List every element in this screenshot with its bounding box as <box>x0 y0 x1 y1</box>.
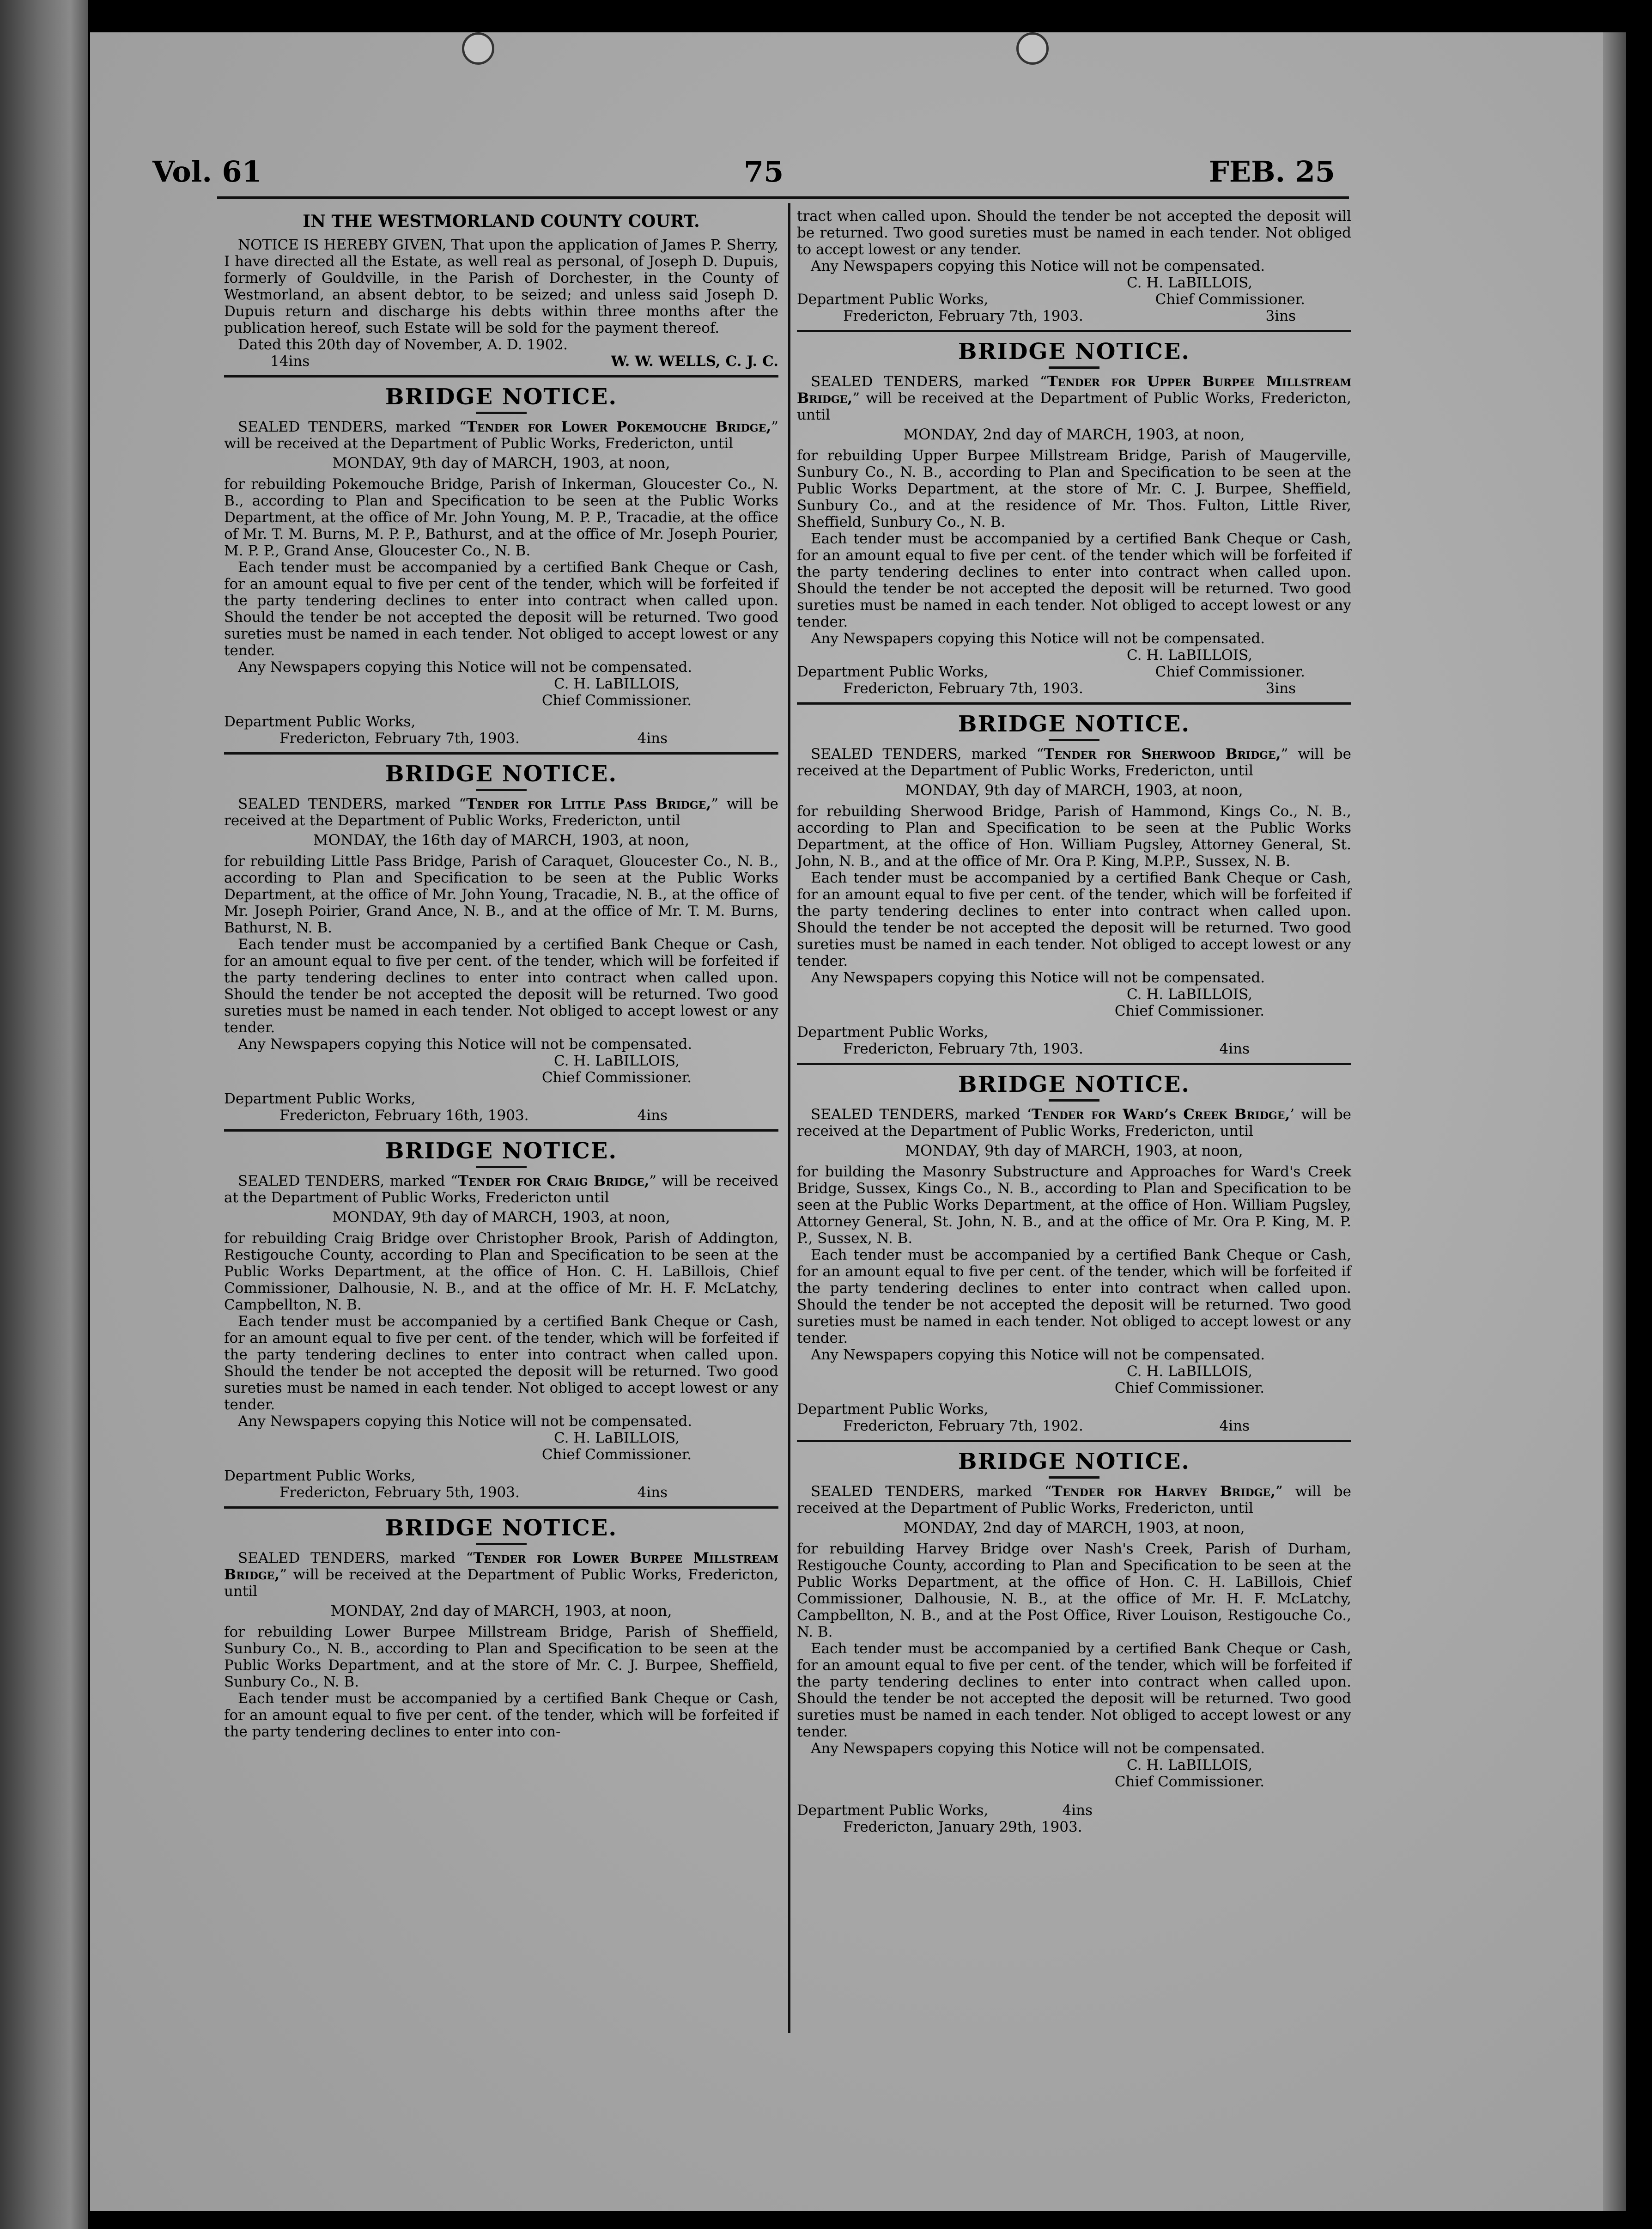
tender-mark: Tender for Little Pass Bridge, <box>466 796 711 812</box>
date-place: Fredericton, January 29th, 1903. <box>843 1819 1082 1835</box>
intro-text-b: ” will be received at the Department of Public Works, Fredericton, until <box>797 390 1351 423</box>
intro-text-a: SEALED TENDERS, marked “ <box>238 419 467 435</box>
notice-body: for rebuilding Lower Burpee Millstream Bridge, Parish of Sheffield, Sunbury Co., N. B., according to Plan and Specification to be seen at the Public Works Department, and at the store of Mr. C. J. Burpee, Sheffield, Sunbury Co., N. B. <box>224 1624 778 1690</box>
notice-separator <box>797 330 1351 332</box>
dept-position-row <box>797 664 1351 680</box>
notice-deposit: Each tender must be accompanied by a certified Bank Cheque or Cash, for an amount equal to five per cent of the tender, which will be forfeited if the party tendering declines to enter into contract when called upon. Should the tender be not accepted the deposit will be returned. Two good sureties must be named in each tender. Not obliged to accept lowest or any tender. <box>224 559 778 659</box>
dept-ins-row <box>797 1802 1351 1819</box>
notice-intro <box>797 1483 1351 1516</box>
tender-mark: Tender for Lower Pokemouche Bridge, <box>466 419 771 435</box>
notice-title: BRIDGE NOTICE. <box>385 1515 618 1541</box>
notice-separator <box>224 752 778 755</box>
court-notice-title: IN THE WESTMORLAND COUNTY COURT. <box>303 212 700 231</box>
notice-intro <box>797 1106 1351 1139</box>
notice-body: for rebuilding Pokemouche Bridge, Parish of Inkerman, Gloucester Co., N. B., according to Plan and Specification to be seen at the Public Works Department, at the office of Mr. John Young, M. P. P., Tracadie, at the office of Mr. T. M. Burns, M. P. P., Bathurst, and at the office of Mr. Joseph Pourier, M. P. P., Grand Anse, Gloucester Co., N. B. <box>224 476 778 559</box>
notice-title: BRIDGE NOTICE. <box>958 1072 1190 1097</box>
department-line: Department Public Works, <box>224 1090 416 1107</box>
notice-body: for rebuilding Little Pass Bridge, Parish of Caraquet, Gloucester Co., N. B., according to Plan and Specification to be seen at the Public Works Department, at the office of Mr. John Young, Tracadie, N. B., at the office of Mr. Joseph Poirier, Grand Ance, N. B., and at the office of Mr. T. M. Burns, Bathurst, N. B. <box>224 853 778 936</box>
craig-notice <box>224 1138 778 1501</box>
court-notice-ins: 14ins <box>270 353 310 370</box>
department-line: Department Public Works, <box>224 1468 416 1484</box>
left-page-edge <box>0 0 88 2229</box>
notice-deposit: Each tender must be accompanied by a certified Bank Cheque or Cash, for an amount equal to five per cent. of the tender, which will be forfeited if the party tendering declines to enter into contract when called upon. Should the tender be not accepted the deposit will be returned. Two good sureties must be named in each tender. Not obliged to accept lowest or any tender. <box>797 870 1351 969</box>
notice-newspapers: Any Newspapers copying this Notice will not be compensated. <box>238 659 692 676</box>
commissioner-name: C. H. LaBILLOIS, <box>554 676 680 692</box>
notice-deposit: Each tender must be accompanied by a certified Bank Cheque or Cash, for an amount equal to five per cent. of the tender, which will be forfeited if the party tendering declines to enter into contract when called upon. Should the tender be not accepted the deposit will be returned. Two good sureties must be named in each tender. Not obliged to accept lowest or any tender. <box>797 1247 1351 1346</box>
notice-intro <box>797 373 1351 423</box>
notice-deposit: Each tender must be accompanied by a certified Bank Cheque or Cash, for an amount equal to five per cent. of the tender, which will be forfeited if the party tendering declines to enter into contract when called upon. Should the tender be not accepted the deposit will be returned. Two good sureties must be named in each tender. Not obliged to accept lowest or any tender. <box>224 936 778 1036</box>
notice-deposit: Each tender must be accompanied by a certified Bank Cheque or Cash, for an amount equal to five per cent. of the tender, which will be forfeited if the party tendering declines to enter into con- <box>224 1690 778 1740</box>
notice-intro <box>224 1550 778 1600</box>
commissioner-position: Chief Commissioner. <box>1114 1773 1265 1790</box>
insertion-count: 4ins <box>637 1107 668 1124</box>
notice-deadline: MONDAY, 2nd day of MARCH, 1903, at noon, <box>330 1602 672 1620</box>
intro-text-a: SEALED TENDERS, marked “ <box>811 373 1047 390</box>
left-column <box>224 208 778 1740</box>
notice-deposit: Each tender must be accompanied by a certified Bank Cheque or Cash, for an amount equal to five per cent. of the tender, which will be forfeited if the party tendering declines to enter into contract when called upon. Should the tender be not accepted the deposit will be returned. Two good sureties must be named in each tender. Not obliged to accept lowest or any tender. <box>224 1313 778 1413</box>
title-underline <box>1049 1476 1099 1479</box>
department-line: Department Public Works, <box>797 291 989 308</box>
insertion-count: 4ins <box>637 730 668 747</box>
notice-deposit: Each tender must be accompanied by a certified Bank Cheque or Cash, for an amount equal to five per cent. of the tender which will be forfeited if the party tendering declines to enter into contract when called upon. Should the tender be not accepted the deposit will be returned. Two good sureties must be named in each tender. Not obliged to accept lowest or any tender. <box>797 530 1351 630</box>
notice-newspapers: Any Newspapers copying this Notice will not be compensated. <box>811 630 1265 647</box>
intro-text-a: SEALED TENDERS, marked “ <box>811 1483 1052 1500</box>
insertion-count: 4ins <box>1219 1041 1250 1057</box>
title-underline <box>476 1166 527 1168</box>
notice-deadline: MONDAY, 2nd day of MARCH, 1903, at noon, <box>903 1519 1245 1536</box>
notice-newspapers: Any Newspapers copying this Notice will not be compensated. <box>811 1346 1265 1363</box>
intro-text-b: ” will be received at the Department of Public Works, Fredericton, until <box>224 419 778 452</box>
tender-mark: Tender for Upper Burpee Millstream Bridge, <box>797 373 1351 407</box>
notice-deadline: MONDAY, 2nd day of MARCH, 1903, at noon, <box>903 426 1245 443</box>
header-rule <box>217 196 1349 199</box>
wards-creek-notice <box>797 1072 1351 1434</box>
page-header <box>152 155 1335 192</box>
title-underline <box>1049 1099 1099 1102</box>
insertion-count: 4ins <box>1219 1418 1250 1434</box>
title-underline <box>1049 366 1099 369</box>
continued-text: tract when called upon. Should the tender be not accepted the deposit will be returned. Two good sureties must be named in each tender. Not obliged to accept lowest or any tender. <box>797 208 1351 258</box>
notice-intro <box>224 419 778 452</box>
notice-separator <box>797 702 1351 705</box>
intro-text-b: ” will be received at the Department of Public Works, Fredericton until <box>224 1173 778 1206</box>
volume-label: Vol. 61 <box>152 155 262 189</box>
right-column <box>797 208 1351 1835</box>
commissioner-position: Chief Commissioner. <box>541 692 692 709</box>
tender-mark: Tender for Ward’s Creek Bridge, <box>1031 1106 1290 1123</box>
notice-newspapers: Any Newspapers copying this Notice will not be compensated. <box>811 1740 1265 1757</box>
notice-title: BRIDGE NOTICE. <box>385 384 618 410</box>
intro-text-b: ” will be received at the Department of Public Works, Fredericton, until <box>797 1483 1351 1516</box>
intro-text-a: SEALED TENDERS, marked “ <box>238 1550 474 1566</box>
notice-title: BRIDGE NOTICE. <box>385 761 618 787</box>
court-notice-body: NOTICE IS HEREBY GIVEN, That upon the application of James P. Sherry, I have directed all the Estate, as well real as personal, of Joseph D. Dupuis, formerly of Gouldville, in the Parish of Dorchester, in the County of Westmorland, an absent debtor, to be seized; and unless said Joseph D. Dupuis return and discharge his debts within three months after the publication hereof, such Estate will be sold for the payment thereof. <box>224 237 778 336</box>
continued-notice <box>797 208 1351 324</box>
department-line: Department Public Works, <box>224 713 416 730</box>
binding-hole-right <box>1016 32 1049 65</box>
date-place-row <box>797 308 1351 324</box>
sherwood-notice <box>797 711 1351 1057</box>
date-place: Fredericton, February 7th, 1903. <box>843 308 1083 324</box>
notice-intro <box>224 1173 778 1206</box>
commissioner-name: C. H. LaBILLOIS, <box>1127 986 1252 1003</box>
tender-mark: Tender for Craig Bridge, <box>458 1173 650 1189</box>
insertion-count: 4ins <box>1062 1802 1093 1819</box>
right-page-edge <box>1603 32 1626 2211</box>
intro-text-a: SEALED TENDERS, marked “ <box>238 796 467 812</box>
date-place: Fredericton, February 5th, 1903. <box>279 1484 520 1501</box>
lower-burpee-notice <box>224 1515 778 1740</box>
department-line: Department Public Works, <box>797 1802 989 1819</box>
date-place-row <box>224 1107 778 1124</box>
notice-separator <box>224 1506 778 1509</box>
notice-title: BRIDGE NOTICE. <box>958 711 1190 737</box>
notice-body: for rebuilding Upper Burpee Millstream Bridge, Parish of Maugerville, Sunbury Co., N. B., according to Plan and Specification to be seen at the Public Works Department, at the store of Mr. C. J. Burpee, Sheffield, Sunbury Co., and at the residence of Mr. Thos. Fulton, Little River, Sheffield, Sunbury Co., N. B. <box>797 447 1351 530</box>
intro-text-a: SEALED TENDERS, marked “ <box>238 1173 458 1189</box>
department-line: Department Public Works, <box>797 664 989 680</box>
page-number: 75 <box>744 155 784 189</box>
dept-position-row <box>797 291 1351 308</box>
intro-text-b: ” will be received at the Department of Public Works, Fredericton, until <box>224 796 778 829</box>
notice-newspapers: Any Newspapers copying this Notice will not be compensated. <box>811 258 1265 274</box>
title-underline <box>476 1543 527 1545</box>
intro-text-b: ” will be received at the Department of Public Works, Fredericton, until <box>797 746 1351 779</box>
notice-title: BRIDGE NOTICE. <box>385 1138 618 1164</box>
date-place-row <box>797 1418 1351 1434</box>
notice-separator <box>224 375 778 378</box>
department-line: Department Public Works, <box>797 1024 989 1041</box>
commissioner-position: Chief Commissioner. <box>1114 1380 1265 1396</box>
commissioner-name: C. H. LaBILLOIS, <box>554 1430 680 1446</box>
commissioner-position: Chief Commissioner. <box>541 1446 692 1463</box>
column-divider <box>788 203 790 2033</box>
notice-newspapers: Any Newspapers copying this Notice will not be compensated. <box>238 1036 692 1053</box>
title-underline <box>1049 739 1099 741</box>
notice-deadline: MONDAY, 9th day of MARCH, 1903, at noon, <box>905 1142 1243 1159</box>
intro-text-a: SEALED TENDERS, marked “ <box>811 746 1044 762</box>
notice-intro <box>224 796 778 829</box>
intro-text-a: SEALED TENDERS, marked ‘ <box>811 1106 1032 1123</box>
notice-separator <box>797 1440 1351 1442</box>
commissioner-position: Chief Commissioner. <box>1114 1003 1265 1019</box>
title-underline <box>476 412 527 414</box>
court-notice <box>224 212 778 370</box>
commissioner-name: C. H. LaBILLOIS, <box>1127 1757 1252 1773</box>
notice-separator <box>224 1129 778 1132</box>
notice-deadline: MONDAY, 9th day of MARCH, 1903, at noon, <box>332 454 670 472</box>
date-place-row <box>797 680 1351 697</box>
intro-text-b: ’ will be received at the Department of Public Works, Fredericton, until <box>797 1106 1352 1139</box>
commissioner-position: Chief Commissioner. <box>1155 664 1305 680</box>
notice-body: for rebuilding Craig Bridge over Christopher Brook, Parish of Addington, Restigouche County, according to Plan and Specification to be seen at the Public Works Department, at the office of Hon. C. H. LaBillois, Chief Commissioner, Dalhousie, N. B., and at the office of Mr. H. F. McLatchy, Campbellton, N. B. <box>224 1230 778 1313</box>
court-notice-signature: W. W. WELLS, C. J. C. <box>611 353 778 370</box>
notice-deadline: MONDAY, 9th day of MARCH, 1903, at noon, <box>332 1208 670 1226</box>
binding-hole-left <box>462 32 494 65</box>
date-place: Fredericton, February 7th, 1903. <box>843 680 1083 697</box>
title-underline <box>476 789 527 791</box>
date-place-row <box>224 730 778 747</box>
upper-burpee-notice <box>797 339 1351 697</box>
date-place-row <box>797 1041 1351 1057</box>
commissioner-name: C. H. LaBILLOIS, <box>1127 1363 1252 1380</box>
notice-body: for rebuilding Sherwood Bridge, Parish of Hammond, Kings Co., N. B., according to Plan and Specification to be seen at the Public Works Department, at the office of Hon. William Pugsley, Attorney General, St. John, N. B., and at the office of Mr. Ora P. King, M.P.P., Sussex, N. B. <box>797 803 1351 870</box>
notice-body: for rebuilding Harvey Bridge over Nash's Creek, Parish of Durham, Restigouche County, according to Plan and Specification to be seen at the Public Works Department, at the office of Hon. C. H. LaBillois, Chief Commissioner, Dalhousie, N. B., at the office of Mr. H. F. McLatchy, Campbellton, N. B., and at the Post Office, River Louison, Restigouche Co., N. B. <box>797 1541 1351 1640</box>
date-place: Fredericton, February 7th, 1903. <box>279 730 520 747</box>
notice-body: for building the Masonry Substructure and Approaches for Ward's Creek Bridge, Sussex, Kings Co., N. B., according to Plan and Specification to be seen at the Public Works Department, at the office of Hon. William Pugsley, Attorney General, St. John, N. B., and at the office of Mr. Ora P. King, M. P. P., Sussex, N. B. <box>797 1163 1351 1247</box>
notice-intro <box>797 746 1351 779</box>
court-notice-footer <box>224 353 778 370</box>
notice-deadline: MONDAY, the 16th day of MARCH, 1903, at noon, <box>313 831 690 849</box>
commissioner-name: C. H. LaBILLOIS, <box>1127 274 1252 291</box>
notice-newspapers: Any Newspapers copying this Notice will not be compensated. <box>238 1413 692 1430</box>
notice-separator <box>797 1063 1351 1065</box>
court-notice-dated: Dated this 20th day of November, A. D. 1902. <box>238 336 568 353</box>
commissioner-position: Chief Commissioner. <box>541 1069 692 1086</box>
insertion-count: 4ins <box>637 1484 668 1501</box>
date-place: Fredericton, February 7th, 1903. <box>843 1041 1083 1057</box>
notice-deadline: MONDAY, 9th day of MARCH, 1903, at noon, <box>905 781 1243 799</box>
commissioner-position: Chief Commissioner. <box>1155 291 1305 308</box>
notice-newspapers: Any Newspapers copying this Notice will not be compensated. <box>811 969 1265 986</box>
tender-mark: Tender for Sherwood Bridge, <box>1044 746 1281 762</box>
notice-title: BRIDGE NOTICE. <box>958 339 1190 365</box>
notice-title: BRIDGE NOTICE. <box>958 1449 1190 1474</box>
date-place-row <box>224 1484 778 1501</box>
tender-mark: Tender for Lower Burpee Millstream Bridge, <box>224 1550 778 1583</box>
insertion-count: 3ins <box>1265 680 1296 697</box>
little-pass-notice <box>224 761 778 1124</box>
intro-text-b: ” will be received at the Department of Public Works, Fredericton, until <box>224 1566 778 1600</box>
date-place: Fredericton, February 7th, 1902. <box>843 1418 1083 1434</box>
tender-mark: Tender for Harvey Bridge, <box>1051 1483 1275 1500</box>
date-place: Fredericton, February 16th, 1903. <box>279 1107 529 1124</box>
issue-date: FEB. 25 <box>1209 155 1335 189</box>
insertion-count: 3ins <box>1265 308 1296 324</box>
commissioner-name: C. H. LaBILLOIS, <box>554 1053 680 1069</box>
pokemouche-notice <box>224 384 778 747</box>
harvey-notice <box>797 1449 1351 1835</box>
commissioner-name: C. H. LaBILLOIS, <box>1127 647 1252 664</box>
department-line: Department Public Works, <box>797 1401 989 1418</box>
notice-deposit: Each tender must be accompanied by a certified Bank Cheque or Cash, for an amount equal to five per cent. of the tender, which will be forfeited if the party tendering declines to enter into contract when called upon. Should the tender be not accepted the deposit will be returned. Two good sureties must be named in each tender. Not obliged to accept lowest or any tender. <box>797 1640 1351 1740</box>
